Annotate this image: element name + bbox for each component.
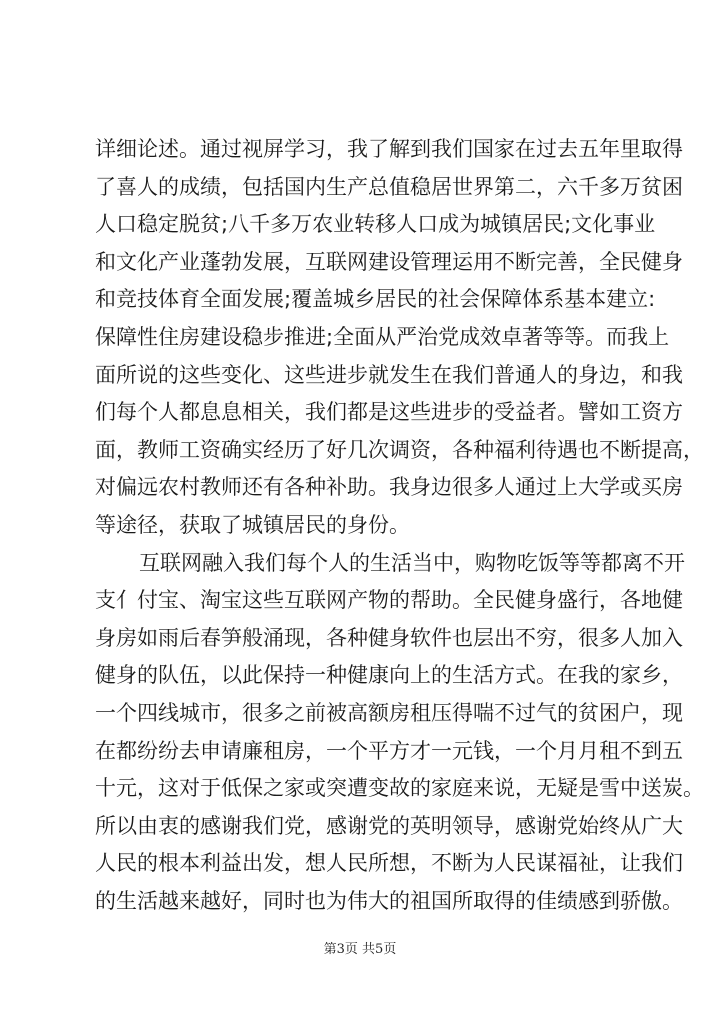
text-line: 了喜人的成绩，包括国内生产总值稳居世界第二，六千多万贫困 [95, 174, 683, 199]
text-line: 互联网融入我们每个人的生活当中，购物吃饭等等都离不开 [139, 550, 685, 575]
text-line: 所以由衷的感谢我们党，感谢党的英明领导，感谢党始终从广大 [95, 813, 683, 838]
paragraph-2 [95, 545, 704, 921]
text-line: 对偏远农村教师还有各种补助。我身边很多人通过上大学或买房 [95, 475, 683, 500]
text-line: 等途径，获取了城镇居民的身份。 [95, 512, 410, 537]
page-number-footer: 第3页 共5页 [323, 942, 397, 957]
text-line: 们每个人都息息相关，我们都是这些进步的受益者。譬如工资方 [95, 400, 683, 425]
text-line: 面，教师工资确实经历了好几次调资，各种福利待遇也不断提高， [95, 437, 704, 462]
text-line: 人民的根本利益出发，想人民所想，不断为人民谋福祉，让我们 [95, 851, 683, 876]
text-line: 和文化产业蓬勃发展，互联网建设管理运用不断完善，全民健身 [95, 249, 683, 274]
text-line: 面所说的这些变化、这些进步就发生在我们普通人的身边，和我 [95, 362, 683, 387]
text-line: 和竞技体育全面发展;覆盖城乡居民的社会保障体系基本建立: [95, 287, 656, 312]
text-line: 在都纷纷去申请廉租房，一个平方才一元钱，一个月月租不到五 [95, 738, 683, 763]
text-line: 十元，这对于低保之家或突遭变故的家庭来说，无疑是雪中送炭。 [95, 776, 704, 801]
text-line: 人口稳定脱贫;八千多万农业转移人口成为城镇居民;文化事业 [95, 212, 656, 237]
text-line: 支亻付宝、淘宝这些互联网产物的帮助。全民健身盛行，各地健 [95, 588, 683, 613]
text-line: 保障性住房建设稳步推进;全面从严治党成效卓著等等。而我上 [95, 324, 670, 349]
text-line: 健身的队伍，以此保持一种健康向上的生活方式。在我的家乡， [95, 663, 683, 688]
text-line: 一个四线城市，很多之前被高额房租压得喘不过气的贫困户，现 [95, 700, 683, 725]
paragraph-1 [95, 131, 704, 545]
document-body [95, 131, 704, 920]
text-line: 的生活越来越好，同时也为伟大的祖国所取得的佳绩感到骄傲。 [95, 888, 683, 913]
text-line: 详细论述。通过视屏学习，我了解到我们国家在过去五年里取得 [95, 137, 683, 161]
text-line: 身房如雨后春笋般涌现，各种健身软件也层出不穷，很多人加入 [95, 625, 683, 650]
